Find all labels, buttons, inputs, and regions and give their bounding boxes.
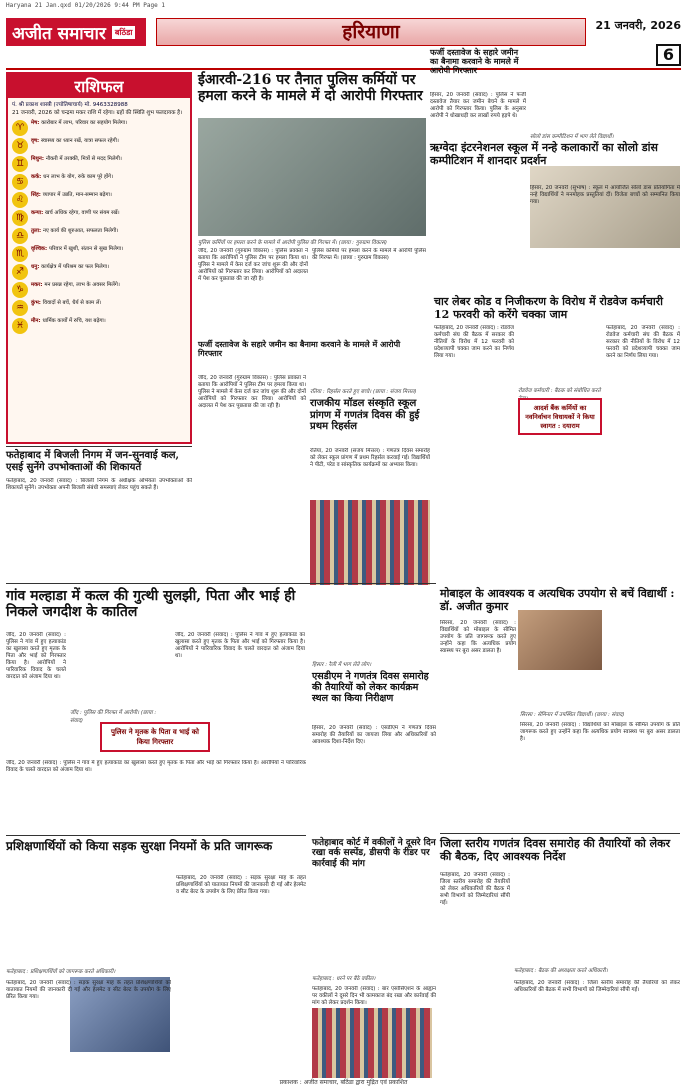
road-safety-headline: प्रशिक्षणार्थियों को किया सड़क सुरक्षा नियमों के प्रति जागरूक (6, 839, 273, 853)
zodiac-icon: ♉ (12, 138, 28, 154)
lead-caption: पुलिस कर्मियों पर हमला करने के मामले में आरोपी पुलिस की गिरफ्त में। (छाया : गुरुग्राम विकास) (198, 240, 388, 246)
rashifal-intro: 21 जनवरी, 2026 को चन्द्रमा मकर राशि में रहेगा। ग्रहों की स्थिति शुभ फलदायक है। (12, 110, 183, 116)
murder-body: जींद, 20 जनवरी (संवाद) : पुलिस ने गांव में हुए हत्याकांड का खुलासा करते हुए मृतक के पिता और भाई को गिरफ्तार किया है। आरोपियों ने पारिवारिक विवाद के चलते वारदात को अंजाम दिया था। (6, 632, 66, 680)
rashi-text: कुंभ: विवादों से बचें, धैर्य से काम लें। (31, 300, 102, 306)
mobile-body-col2: सिरसा, 20 जनवरी (संवाद) : विद्यार्थियों को मोबाइल के सीमित उपयोग के प्रति जागरूक करते हुए उन्होंने कहा कि अत्यधिक प्रयोग स्वास्थ्य पर बुरा असर डालता है। (520, 722, 680, 742)
school-caption: सोलो डांस कम्पीटिशन में भाग लेते विद्यार्थी। (530, 134, 614, 140)
section-title: हरियाणा (156, 18, 586, 46)
rashi-text: कन्या: खर्च अधिक रहेगा, वाणी पर संयम रखें। (31, 210, 120, 216)
rashi-row (12, 228, 186, 244)
rally-caption: हिसार : रैली में भाग लेते लोग। (312, 662, 372, 668)
rashi-name: मकर: (31, 282, 45, 288)
lead-body: जींद, 20 जनवरी (गुरुग्राम विकास) : पुलिस प्रवक्ता ने बताया कि आरोपियों ने पुलिस टीम पर हमला किया था। पुलिस ने मामले में केस दर्ज कर जांच शुरू की और दोनों आरोपियों को गिरफ्तार कर लिया। आरोपियों को अदालत में पेश कर पूछताछ की जा रही है। (198, 248, 308, 282)
rashi-name: मीन: (31, 318, 43, 324)
rashi-name: कुंभ: (31, 300, 43, 306)
road-safety-body: फतेहाबाद, 20 जनवरी (संवाद) : सड़क सुरक्षा माह के तहत प्रशिक्षणार्थियों को यातायात नियमों की जानकारी दी गई और हेलमेट व सीट बेल्ट के उपयोग के लिए प्रेरित किया गया। (6, 980, 171, 1000)
mobile-headline: मोबाइल के आवश्यक व अत्यधिक उपयोग से बचें विद्यार्थी : डॉ. अजीत कुमार (440, 587, 675, 613)
district-headline: जिला स्तरीय गणतंत्र दिवस समारोह की तैयारियों को लेकर की बैठक, दिए आवश्यक निर्देश (440, 837, 671, 863)
mobile-body: सिरसा, 20 जनवरी (संवाद) : विद्यार्थियों को मोबाइल के सीमित उपयोग के प्रति जागरूक करते हुए उन्होंने कहा कि अत्यधिक प्रयोग स्वास्थ्य पर बुरा असर डालता है। (440, 620, 516, 654)
rashi-list (12, 120, 186, 334)
divider (6, 583, 436, 584)
court-headline: फतेहाबाद कोर्ट में वकीलों ने दूसरे दिन रखा वर्क सस्पेंड, डीसपी के रीडर पर कार्रवाई की मांग (312, 838, 436, 869)
electricity-story (6, 450, 192, 473)
zodiac-icon: ♑ (12, 282, 28, 298)
rashi-row (12, 282, 186, 298)
zodiac-icon: ♊ (12, 156, 28, 172)
labour-photo (518, 610, 602, 670)
staff-story (198, 340, 426, 370)
lead-photo (198, 118, 426, 236)
rashifal-box (6, 72, 192, 444)
mobile-story (440, 588, 680, 613)
district-caption: फतेहाबाद : बैठक की अध्यक्षता करते अधिकारी। (514, 968, 608, 974)
rashi-text: मीन: धार्मिक कार्यों में रुचि, यश बढ़ेगा। (31, 318, 106, 324)
staff-headline: फर्जी दस्तावेज के सहारे जमीन का बैनामा करवाने के मामले में आरोपी गिरफ्तार (198, 339, 401, 359)
lead-headline: ईआरवी-216 पर तैनात पुलिस कर्मियों पर हमला करने के मामले में दो आरोपी गिरफ्तार (198, 72, 423, 105)
district-body-col2: फतेहाबाद, 20 जनवरी (संवाद) : जिला स्तरीय समारोह की तैयारियों को लेकर अधिकारियों की बैठक में सभी विभागों को जिम्मेदारियां सौंपी गईं। (514, 980, 680, 993)
issue-date: 21 जनवरी, 2026 (595, 19, 681, 32)
rashi-row (12, 156, 186, 172)
astrologer-credit: पं. श्री प्रकाश शास्त्री (ज्योतिषाचार्य) मो. 9463328988 (12, 102, 128, 108)
page-footer: प्रकाशक : अजीत समाचार, बठिंडा द्वारा मुद्रित एवं प्रकाशित (279, 1079, 408, 1086)
rashi-name: तुला: (31, 228, 43, 234)
masthead (6, 14, 681, 70)
road-safety-story (6, 840, 306, 854)
murder-body-col3: जींद, 20 जनवरी (संवाद) : पुलिस ने गांव में हुए हत्याकांड का खुलासा करते हुए मृतक के पिता और भाई को गिरफ्तार किया है। आरोपियों ने पारिवारिक विवाद के चलते वारदात को अंजाम दिया था। (6, 760, 306, 773)
divider (6, 835, 306, 836)
divider (440, 833, 680, 834)
labour-body: फतेहाबाद, 20 जनवरी (संवाद) : रोडवेज कर्मचारी संघ की बैठक में सरकार की नीतियों के विरोध में 12 फरवरी को प्रदेशव्यापी चक्का जाम करने का निर्णय लिया गया। (434, 325, 514, 359)
murder-headline: गांव मल्हाडा में कत्ल की गुत्थी सुलझी, पिता और भाई ही निकले जगदीश के कातिल (6, 588, 296, 621)
mobile-caption: सिरसा : सेमिनार में उपस्थित विद्यार्थी। (छाया : संवाद) (520, 712, 625, 718)
zodiac-icon: ♌ (12, 192, 28, 208)
electricity-body: फतेहाबाद, 20 जनवरी (संवाद) : बिजली निगम के अधीक्षक अभियंता उपभोक्ताओं की शिकायतें सुनेंगे। उपभोक्ता अपनी बिजली संबंधी समस्याएं लेकर पहुंच सकते हैं। (6, 478, 192, 491)
col3-headline: फर्जी दस्तावेज के सहारे जमीन का बैनामा करवाने के मामले में आरोपी गिरफ्तार (430, 47, 519, 76)
divider (6, 446, 192, 447)
rashi-row (12, 120, 186, 136)
zodiac-icon: ♍ (12, 210, 28, 226)
col3-story (430, 48, 526, 76)
school-story (430, 142, 680, 167)
rashi-row (12, 138, 186, 154)
page-number: 6 (656, 44, 681, 66)
district-story (440, 838, 680, 863)
zodiac-icon: ♋ (12, 174, 28, 190)
col3-body: हिसार, 20 जनवरी (संवाद) : पुलिस ने फर्जी दस्तावेज तैयार कर जमीन बेचने के मामले में आरोपी को गिरफ्तार किया। पुलिस के अनुसार आरोपी ने धोखाधड़ी कर लाखों रुपये हड़पे थे। (430, 92, 526, 119)
rashi-name: कर्क: (31, 174, 44, 180)
electricity-headline: फतेहाबाद में बिजली निगम में जन-सुनवाई कल, एसई सुनेंगे उपभोक्ताओं की शिकायतें (6, 450, 180, 473)
zodiac-icon: ♏ (12, 246, 28, 262)
print-slug: Haryana 21 Jan.qxd 01/20/2026 9:44 PM Page 1 (6, 2, 165, 9)
district-body: फतेहाबाद, 20 जनवरी (संवाद) : जिला स्तरीय समारोह की तैयारियों को लेकर अधिकारियों की बैठक में सभी विभागों को जिम्मेदारियां सौंपी गईं। (440, 872, 510, 906)
rashi-name: सिंह: (31, 192, 43, 198)
staff-body: जींद, 20 जनवरी (गुरुग्राम विकास) : पुलिस प्रवक्ता ने बताया कि आरोपियों ने पुलिस टीम पर हमला किया था। पुलिस ने मामले में केस दर्ज कर जांच शुरू की और दोनों आरोपियों को गिरफ्तार कर लिया। आरोपियों को अदालत में पेश कर पूछताछ की जा रही है। (198, 375, 306, 409)
zodiac-icon: ♎ (12, 228, 28, 244)
rehearsal-story (310, 398, 430, 433)
rashi-name: धनु: (31, 264, 42, 270)
rashifal-title: राशिफल (8, 74, 190, 98)
rehearsal-body: रतिया, 20 जनवरी (संजय मित्तल) : गणतंत्र दिवस समारोह को लेकर स्कूल प्रांगण में प्रथम रिहर्सल करवाई गई। विद्यार्थियों ने पीटी, परेड व सांस्कृतिक कार्यक्रमों का अभ्यास किया। (310, 448, 430, 468)
zodiac-icon: ♐ (12, 264, 28, 280)
court-body: फतेहाबाद, 20 जनवरी (संवाद) : बार एसोसिएशन के आह्वान पर वकीलों ने दूसरे दिन भी कामकाज बंद रखा और कार्रवाई की मांग को लेकर प्रदर्शन किया। (312, 986, 436, 1006)
rashi-text: मेष: कारोबार में लाभ, परिवार का सहयोग मिलेगा। (31, 120, 128, 126)
road-safety-caption: फतेहाबाद : प्रशिक्षणार्थियों को जागरूक करते अधिकारी। (6, 969, 116, 975)
murder-body-col2: जींद, 20 जनवरी (संवाद) : पुलिस ने गांव में हुए हत्याकांड का खुलासा करते हुए मृतक के पिता और भाई को गिरफ्तार किया है। आरोपियों ने पारिवारिक विवाद के चलते वारदात को अंजाम दिया था। (175, 632, 305, 659)
sdm-body: हिसार, 20 जनवरी (संवाद) : एसडीएम ने गणतंत्र दिवस समारोह की तैयारियों का जायजा लिया और अधिकारियों को आवश्यक दिशा-निर्देश दिए। (312, 725, 436, 745)
rashi-text: कर्क: धन लाभ के योग, रुके काम पूरे होंगे। (31, 174, 114, 180)
rashi-text: वृश्चिक: परिवार में खुशी, संतान से सुख मिलेगा। (31, 246, 124, 252)
rashi-row (12, 300, 186, 316)
rashi-text: मिथुन: नौकरी में तरक्की, मित्रों से मदद मिलेगी। (31, 156, 122, 162)
rashi-name: कन्या: (31, 210, 46, 216)
rashi-row (12, 246, 186, 262)
school-body: हिसार, 20 जनवरी (सुभाष) : स्कूल में आयोजित सोलो डांस प्रतियोगिता में नन्हे विद्यार्थियों ने मनमोहक प्रस्तुतियां दीं। विजेता बच्चों को सम्मानित किया गया। (530, 185, 680, 205)
labour-quote-box: आदर्श बैंक कर्मियों का नवनिर्वाचन विधायकों ने किया स्वागत : दयाराम (518, 398, 602, 435)
rashi-row (12, 210, 186, 226)
rehearsal-headline: राजकीय मॉडल संस्कृति स्कूल प्रांगण में गणतंत्र दिवस की हुई प्रथम रिहर्सल (310, 398, 420, 432)
murder-quote-box: पुलिस ने मृतक के पिता व भाई को किया गिरफ्तार (100, 722, 210, 752)
labour-headline: चार लेबर कोड व निजीकरण के विरोध में रोडवेज कर्मचारी 12 फरवरी को करेंगे चक्का जाम (434, 295, 664, 321)
edition-city: बठिंडा (112, 26, 136, 39)
zodiac-icon: ♒ (12, 300, 28, 316)
rehearsal-caption: रतिया : रिहर्सल करते हुए बच्चे। (छाया : संजय मित्तल) (310, 389, 417, 395)
rashi-name: वृश्चिक: (31, 246, 49, 252)
rashi-text: तुला: नए कार्य की शुरुआत, सफलता मिलेगी। (31, 228, 119, 234)
murder-caption: जींद : पुलिस की गिरफ्त में आरोपी। (छाया : संवाद) (70, 710, 157, 724)
court-caption: फतेहाबाद : धरने पर बैठे वकील। (312, 976, 376, 982)
court-story (312, 838, 436, 869)
rashi-text: वृष: स्वास्थ्य का ध्यान रखें, यात्रा सफल रहेगी। (31, 138, 119, 144)
lead-body-continued: पुलिस कर्मियों पर हमला करने के मामले में आरोपी पुलिस की गिरफ्त में। (छाया : गुरुग्राम विकास) (312, 248, 426, 261)
zodiac-icon: ♓ (12, 318, 28, 334)
rashi-text: धनु: कार्यक्षेत्र में परिश्रम का फल मिलेगा। (31, 264, 110, 270)
labour-caption: रोडवेज कर्मचारी : बैठक को संबोधित करते (518, 388, 601, 394)
rashi-name: मिथुन: (31, 156, 46, 162)
rashi-text: मकर: मन प्रसन्न रहेगा, लाभ के अवसर मिलेंगे। (31, 282, 120, 288)
sdm-story (312, 672, 436, 705)
murder-story (6, 588, 306, 620)
newspaper-logo (6, 18, 146, 46)
school-headline: ऋग्वेदा इंटरनेशनल स्कूल में नन्हे कलाकारों का सोलो डांस कम्पीटिशन में शानदार प्रदर्शन (430, 141, 658, 167)
rashi-text: सिंह: व्यापार में उन्नति, मान-सम्मान बढ़ेगा। (31, 192, 112, 198)
rashi-row (12, 318, 186, 334)
rashi-row (12, 264, 186, 280)
rashi-name: वृष: (31, 138, 41, 144)
rashi-name: मेष: (31, 120, 42, 126)
rashi-row (12, 192, 186, 208)
rashi-row (12, 174, 186, 190)
road-safety-body-col2: फतेहाबाद, 20 जनवरी (संवाद) : सड़क सुरक्षा माह के तहत प्रशिक्षणार्थियों को यातायात नियमों की जानकारी दी गई और हेलमेट व सीट बेल्ट के उपयोग के लिए प्रेरित किया गया। (176, 875, 306, 895)
lead-body-col2 (312, 248, 426, 338)
sdm-headline: एसडीएम ने गणतंत्र दिवस समारोह की तैयारियों को लेकर कार्यक्रम स्थल का किया निरीक्षण (312, 671, 429, 704)
brand-name: अजीत समाचार (12, 23, 106, 44)
zodiac-icon: ♈ (12, 120, 28, 136)
labour-body-col2: फतेहाबाद, 20 जनवरी (संवाद) : रोडवेज कर्मचारी संघ की बैठक में सरकार की नीतियों के विरोध में 12 फरवरी को प्रदेशव्यापी चक्का जाम करने का निर्णय लिया गया। (606, 325, 680, 359)
labour-story (434, 296, 680, 321)
